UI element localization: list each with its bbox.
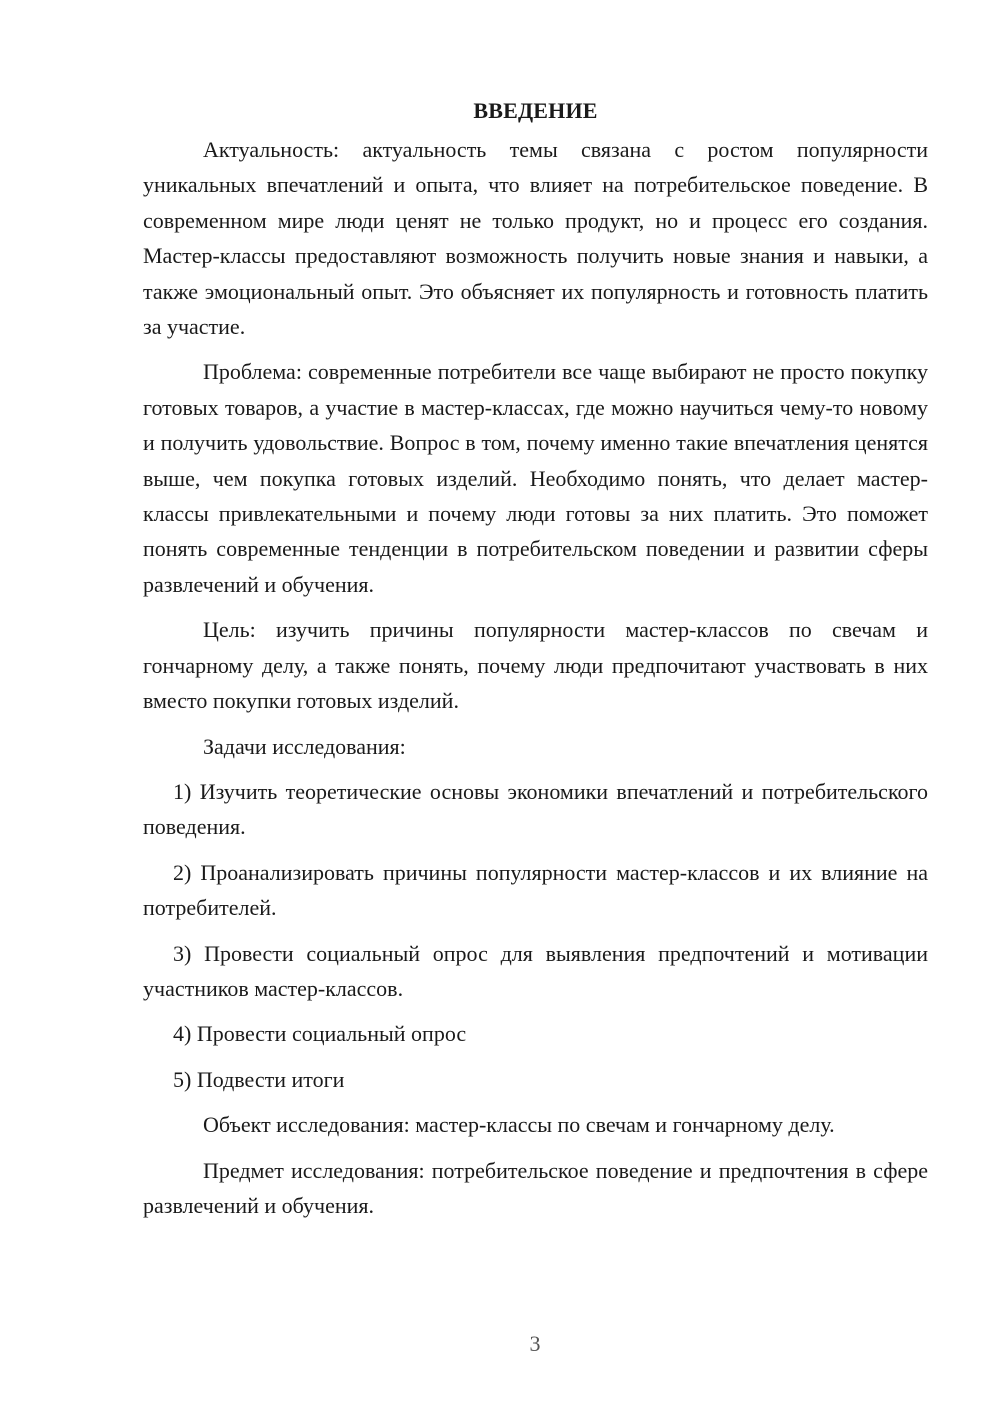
task-item: 4) Провести социальный опрос (173, 1021, 467, 1047)
tasks-heading: Задачи исследования: (203, 733, 406, 759)
paragraph-object: Объект исследования: мастер-классы по свечам и гончарному делу. (203, 1112, 835, 1138)
section-title: ВВЕДЕНИЕ (473, 98, 598, 123)
task-item: 2) Проанализировать причины популярности мастер-классов и их влияние на потребителей. (143, 859, 928, 921)
document-page (143, 96, 928, 1233)
task-item: 5) Подвести итоги (173, 1066, 345, 1092)
page-number: 3 (529, 1331, 541, 1356)
paragraph-goal: Цель: изучить причины популярности мастер-классов по свечам и гончарному делу, а также понять, почему люди предпочитают участвовать в них вместо покупки готовых изделий. (143, 617, 928, 714)
paragraph-problem: Проблема: современные потребители все чаще выбирают не просто покупку готовых товаров, а участие в мастер-классах, где можно научиться чему-то новому и получить удовольствие. Вопрос в том, почему именно такие впечатления ценятся выше, чем покупка готовых изделий. Необходимо понять, что делает мастер-классы привлекательными и почему люди готовы за них платить. Это поможет понять современные тенденции в потребительском поведении и развитии сферы развлечений и обучения. (143, 359, 928, 597)
paragraph-relevance: Актуальность: актуальность темы связана с ростом популярности уникальных впечатлений и опыта, что влияет на потребительское поведение. В современном мире люди ценят не только продукт, но и процесс его создания. Мастер-классы предоставляют возможность получить новые знания и навыки, а также эмоциональный опыт. Это объясняет их популярность и готовность платить за участие. (143, 137, 928, 340)
paragraph-subject: Предмет исследования: потребительское поведение и предпочтения в сфере развлечений и обучения. (143, 1157, 928, 1218)
task-item: 3) Провести социальный опрос для выявления предпочтений и мотивации участников мастер-классов. (143, 940, 928, 1001)
task-item: 1) Изучить теоретические основы экономики впечатлений и потребительского поведения. (143, 778, 928, 840)
